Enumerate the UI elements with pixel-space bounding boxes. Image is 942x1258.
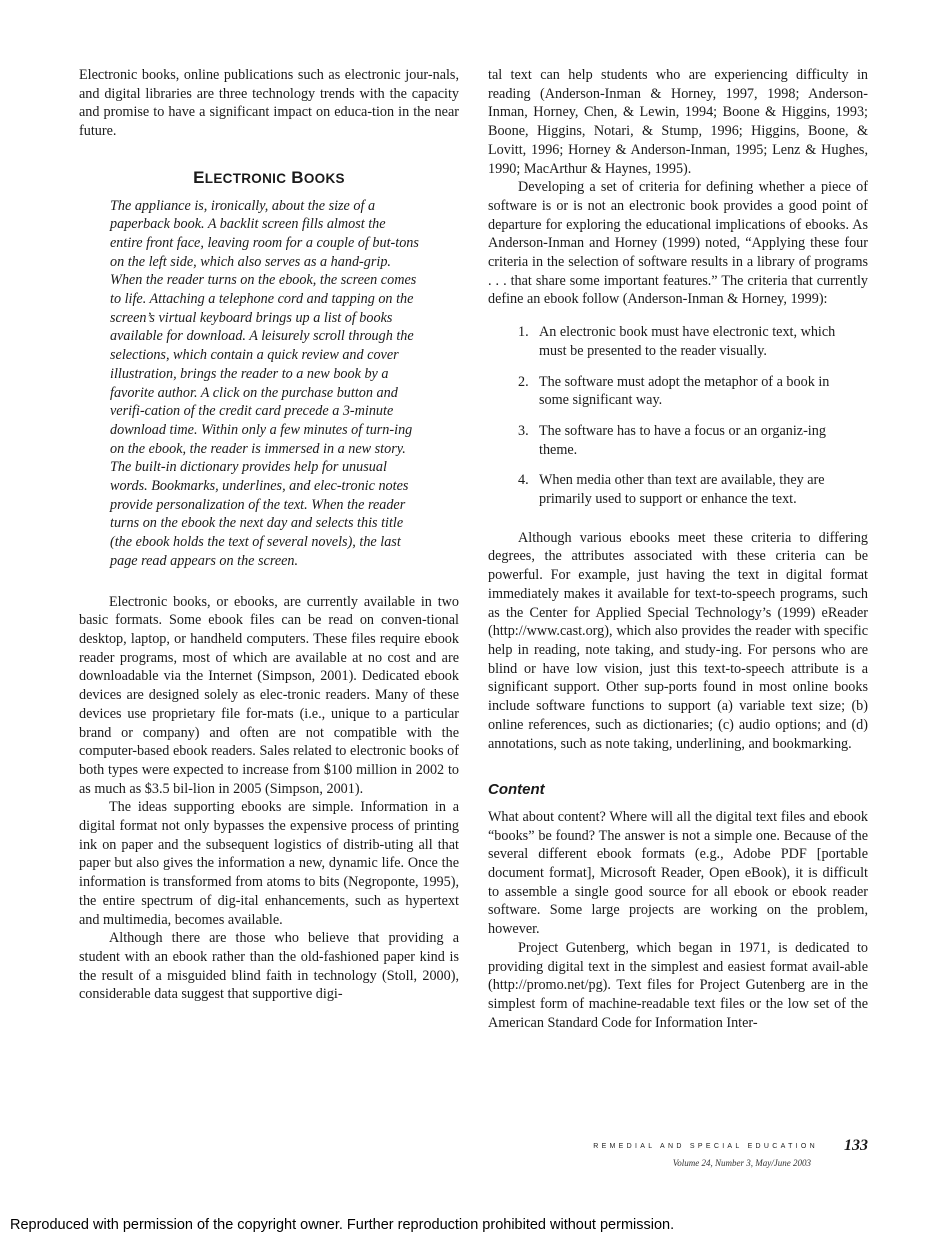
page-footer — [593, 1137, 868, 1168]
list-number: 1. — [518, 324, 529, 341]
body-paragraph: Although there are those who believe that providing a student with an ebook rather than the old-fashioned paper kind is the result of a misguided blind faith in technology (Stoll, 2000), considerable data suggest that supportive digi- — [79, 930, 459, 1003]
permission-notice: Reproduced with permission of the copyright owner. Further reproduction prohibited without permission. — [10, 1217, 675, 1233]
body-paragraph: The ideas supporting ebooks are simple. Information in a digital format not only bypasses the expensive process of printing ink on paper and the subsequent logistics of distrib-uting all that paper but also gives the information a new, dynamic life. Once the information is transformed from atoms to bits (Negroponte, 1995), the entire spectrum of dig-ital enhancements, such as hypertext and multimedia, becomes available. — [79, 799, 459, 928]
list-item — [488, 471, 839, 508]
list-item-text: When media other than text are available, they are primarily used to support or enhance the text. — [539, 472, 825, 508]
list-number: 3. — [518, 422, 529, 439]
block-quote — [110, 197, 420, 571]
list-item-text: An electronic book must have electronic text, which must be presented to the reader visually. — [539, 324, 836, 359]
subsection-heading: Content — [488, 781, 545, 799]
body-paragraph: Although various ebooks meet these criteria to differing degrees, the attributes associated with these criteria can be powerful. For example, just having the text in digital format immediately makes it available for text-to-speech programs, such as the Center for Applied Special Technology’s (1999) eReader (http://www.cast.org), which also provides the reader with specific help in reading, note taking, and study-ing. For persons who are blind or have low vision, just this text-to-speech attribute is a significant support. Other sup-ports found in most online books include software functions to support (a) variable text size; (b) online references, such as dictionaries; (c) audio options; and (d) annotations, such as note taking, underlining, and bookmarking. — [488, 529, 868, 752]
criteria-list — [488, 323, 868, 509]
journal-name: REMEDIAL AND SPECIAL EDUCATION — [593, 1142, 818, 1150]
section-title-word-2: OOKS — [303, 170, 345, 186]
section-title-initial-1: E — [193, 167, 205, 187]
section-title-word-1: LECTRONIC — [204, 170, 287, 186]
section-title — [79, 169, 459, 189]
left-column — [79, 66, 459, 1004]
body-paragraph: Developing a set of criteria for defining whether a piece of software is or is not an electronic book provides a good point of departure for exploring the educational implications of ebooks. As Anderson-Inman and Horney (1999) noted, “Applying these four criteria in the selection of software results in a library of programs . . . that share some important features.” The criteria that currently define an ebook follow (Anderson-Inman & Horney, 1999): — [488, 179, 868, 308]
page-number: 133 — [844, 1137, 868, 1155]
volume-info: Volume 24, Number 3, May/June 2003 — [672, 1158, 811, 1169]
body-paragraph: Project Gutenberg, which began in 1971, is dedicated to providing digital text in the simplest and easiest format avail-able (http://promo.net/pg). Text files for Project Gutenberg are in the simplest form of machine-readable text files or the low set of the American Standard Code for Information Inter- — [488, 939, 868, 1031]
list-item — [488, 422, 839, 459]
list-item-text: The software must adopt the metaphor of a book in some significant way. — [539, 373, 830, 409]
list-item — [488, 373, 839, 410]
list-item-text: The software has to have a focus or an organiz-ing theme. — [539, 422, 826, 458]
list-number: 4. — [518, 472, 529, 489]
list-item — [488, 323, 839, 360]
section-title-initial-2: B — [291, 167, 304, 187]
body-paragraph: Electronic books, or ebooks, are currently available in two basic formats. Some ebook files can be read on conven-tional desktop, laptop, or handheld computers. These files require ebook reader programs, most of which are available at no cost and are downloadable via the Internet (Simpson, 2001). Dedicated ebook devices are designed solely as elec-tronic readers. Many of these devices use proprietary file for-mats (i.e., unique to a particular brand or company) and often are not compatible with the computer-based ebook readers. Sales related to electronic books of both types were expected to increase from $100 million in 2002 to as much as $3.5 bil-lion in 2005 (Simpson, 2001). — [79, 593, 459, 797]
right-column — [488, 66, 868, 1032]
body-paragraph: What about content? Where will all the digital text files and ebook “books” be found? The answer is not a simple one. Because of the several different ebook formats (e.g., Adobe PDF [portable document format], Microsoft Reader, Open eBook), it is difficult to assemble a single good source for all ebook or ebook reader software. Some large projects are working on the problem, however. — [488, 808, 868, 938]
list-number: 2. — [518, 373, 529, 390]
body-paragraph: tal text can help students who are experiencing difficulty in reading (Anderson-Inman & Horney, 1997, 1998; Anderson-Inman, Horney, Chen, & Lewin, 1994; Boone & Higgins, 1993; Boone, Higgins, Notari, & Stump, 1996; Higgins, Boone, & Lovitt, 1996; Horney & Anderson-Inman, 1995; Lenz & Hughes, 1990; MacArthur & Haynes, 1995). — [488, 67, 868, 177]
block-quote-text: The appliance is, ironically, about the size of a paperback book. A backlit screen fills almost the entire front face, leaving room for a couple of but-tons on the left side, which also serves as a hand-grip. When the reader turns on the ebook, the screen comes to life. Attaching a telephone cord and tapping on the screen’s virtual keyboard brings up a list of books available for download. A leisurely scroll through the selections, which contain a quick review and cover illustration, brings the reader to a new book by a favorite author. A click on the purchase button and verifi-cation of the credit card precede a 3-minute download time. Within only a few minutes of turn-ing on the ebook, the reader is immersed in a new story. The built-in dictionary provides help for unusual words. Bookmarks, underlines, and elec-tronic notes provide personalization of the text. When the reader turns on the ebook the next day and selects this title (the ebook holds the text of several novels), the last page read appears on the screen. — [110, 197, 419, 569]
intro-paragraph: Electronic books, online publications such as electronic jour-nals, and digital libraries are three technology trends with the capacity and promise to have a significant impact on educa-tion in the near future. — [79, 67, 459, 140]
